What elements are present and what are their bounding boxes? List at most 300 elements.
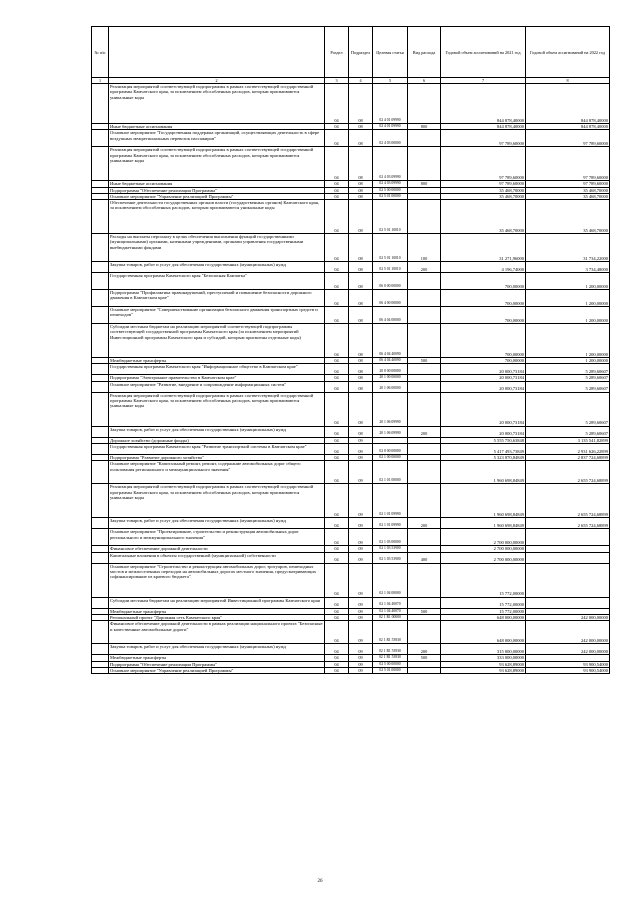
row-target-code: 20 1 06 09990 — [373, 426, 408, 437]
header-exp-type: Вид расхода — [408, 27, 441, 78]
row-name: Подпрограмма "Электронное правительство в Камчатском крае" — [109, 375, 325, 381]
row-sum-2022: 93 900,54000 — [526, 667, 610, 673]
row-razdel: 04 — [325, 661, 349, 667]
row-target-code: 02 4 01 09990 — [373, 124, 408, 130]
row-expense-type: 100 — [408, 234, 441, 262]
row-name: Основное мероприятие "Управление реализацией Программы" — [109, 193, 325, 199]
row-target-code: 02 1 R1 53930 — [373, 621, 408, 644]
row-razdel: 04 — [325, 552, 349, 563]
header-razdel: Раздел — [325, 27, 349, 78]
row-expense-type: 200 — [408, 426, 441, 437]
row-sum-2021: 35 468,70000 — [441, 187, 526, 193]
row-expense-type — [408, 84, 441, 124]
row-sum-2021: 97 789,60000 — [441, 147, 526, 181]
row-name: Реализация мероприятий соответствующей подпрограммы в рамках соответствующей государственной программы Камчатского края, за исключением обособленных расходов, которым присваиваются уникальные коды — [109, 84, 325, 124]
row-razdel: 04 — [325, 484, 349, 518]
row-sum-2021: 700,00000 — [441, 324, 526, 358]
row-target-code: 02 4 01 09990 — [373, 84, 408, 124]
table-row — [92, 426, 610, 437]
table-row — [92, 518, 610, 529]
row-expense-type — [408, 290, 441, 307]
row-podrazdel: 09 — [349, 552, 373, 563]
row-number — [92, 563, 109, 597]
row-podrazdel: 08 — [349, 358, 373, 364]
row-sum-2021: 648 000,00000 — [441, 621, 526, 644]
row-expense-type — [408, 307, 441, 324]
row-target-code: 02 5 01 10010 — [373, 200, 408, 234]
row-podrazdel: 09 — [349, 484, 373, 518]
row-number — [92, 234, 109, 262]
row-sum-2022: 5 289,60607 — [526, 364, 610, 375]
row-target-code: 06 4 04 40090 — [373, 358, 408, 364]
row-target-code: 02 5 01 10010 — [373, 234, 408, 262]
row-sum-2022: 844 878,40000 — [526, 84, 610, 124]
row-sum-2021: 1 960 698,84849 — [441, 484, 526, 518]
row-name: Региональный проект "Дорожная сеть Камчатского края" — [109, 614, 325, 620]
row-name: Основное мероприятие "Строительство и реконструкция автомобильных дорог, тротуаров, пешеходных мостов и межпоселенных переходов на автомобильных дорогах местного значения, предусматривающих софинансирование из краевого бюджета" — [109, 563, 325, 597]
row-razdel: 04 — [325, 529, 349, 546]
header-row — [92, 27, 610, 78]
row-razdel: 04 — [325, 84, 349, 124]
row-podrazdel: 09 — [349, 644, 373, 655]
row-name: Закупка товаров, работ и услуг для обеспечения государственных (муниципальных) нужд — [109, 262, 325, 273]
row-target-code: 02 5 01 00000 — [373, 667, 408, 673]
column-number: 8 — [526, 78, 610, 84]
table-row — [92, 621, 610, 644]
budget-page — [91, 26, 609, 674]
row-sum-2021: 15 772,00000 — [441, 563, 526, 597]
row-sum-2021: 20 000,73184 — [441, 364, 526, 375]
row-target-code: 02 1 01 09990 — [373, 484, 408, 518]
row-target-code: 02 1 01 09990 — [373, 518, 408, 529]
row-sum-2021: 648 000,00000 — [441, 614, 526, 620]
row-sum-2021: 15 772,00000 — [441, 597, 526, 608]
row-razdel: 04 — [325, 621, 349, 644]
row-sum-2021: 93 628,89000 — [441, 661, 526, 667]
table-row — [92, 644, 610, 655]
table-row — [92, 324, 610, 358]
row-name: Основное мероприятие "Государственная поддержка организаций, осуществляющих деятельность в сфере воздушных межрегиональных перевозок пассажиров" — [109, 130, 325, 147]
row-razdel: 04 — [325, 324, 349, 358]
row-sum-2022: 1 200,00000 — [526, 290, 610, 307]
row-podrazdel: 09 — [349, 461, 373, 484]
row-expense-type: 400 — [408, 552, 441, 563]
row-sum-2021: 93 628,89000 — [441, 667, 526, 673]
row-expense-type: 200 — [408, 262, 441, 273]
row-podrazdel: 09 — [349, 608, 373, 614]
row-sum-2021: 844 878,40000 — [441, 84, 526, 124]
table-row — [92, 234, 610, 262]
row-razdel: 04 — [325, 444, 349, 455]
row-expense-type: 800 — [408, 124, 441, 130]
row-target-code: 02 5 01 00000 — [373, 193, 408, 199]
column-number: 6 — [408, 78, 441, 84]
row-podrazdel: 08 — [349, 426, 373, 437]
table-row — [92, 273, 610, 290]
row-sum-2022: 97 789,60000 — [526, 181, 610, 187]
row-razdel: 04 — [325, 546, 349, 552]
row-razdel: 04 — [325, 461, 349, 484]
row-podrazdel: 08 — [349, 381, 373, 392]
row-podrazdel: 08 — [349, 324, 373, 358]
row-target-code: 02 1 03 00000 — [373, 529, 408, 546]
row-podrazdel: 08 — [349, 193, 373, 199]
row-sum-2022: 35 468,70000 — [526, 200, 610, 234]
row-target-code: 02 1 01 00000 — [373, 461, 408, 484]
header-name — [109, 27, 325, 78]
row-sum-2022: 1 200,00000 — [526, 273, 610, 290]
table-row — [92, 381, 610, 392]
row-expense-type: 800 — [408, 181, 441, 187]
row-sum-2022: 93 900,54000 — [526, 661, 610, 667]
row-sum-2022: 1 200,00000 — [526, 324, 610, 358]
row-target-code: 06 4 04 00000 — [373, 307, 408, 324]
row-sum-2022: 3 734,48000 — [526, 262, 610, 273]
row-target-code: 02 1 00 00000 — [373, 455, 408, 461]
row-target-code: 02 1 04 40070 — [373, 597, 408, 608]
row-sum-2021: 20 000,73184 — [441, 392, 526, 426]
table-row — [92, 667, 610, 673]
row-name: Субсидии местным бюджетам на реализацию мероприятий Инвестиционной программы Камчатского края — [109, 597, 325, 608]
row-number — [92, 484, 109, 518]
row-sum-2022: 2 931 626,22899 — [526, 444, 610, 455]
row-number — [92, 130, 109, 147]
column-number: 1 — [92, 78, 109, 84]
row-sum-2021: 20 000,73184 — [441, 381, 526, 392]
row-expense-type — [408, 130, 441, 147]
row-podrazdel: 09 — [349, 518, 373, 529]
row-podrazdel: 09 — [349, 529, 373, 546]
table-row — [92, 484, 610, 518]
row-target-code: 20 1 00 00000 — [373, 375, 408, 381]
row-razdel: 04 — [325, 364, 349, 375]
row-razdel: 04 — [325, 608, 349, 614]
row-podrazdel: 08 — [349, 290, 373, 307]
row-name: Государственная программа Камчатского края "Безопасная Камчатка" — [109, 273, 325, 290]
row-razdel: 04 — [325, 290, 349, 307]
row-number — [92, 552, 109, 563]
row-target-code: 02 5 00 00000 — [373, 187, 408, 193]
row-number — [92, 147, 109, 181]
row-sum-2021: 1 960 698,84849 — [441, 461, 526, 484]
row-number — [92, 529, 109, 546]
row-razdel: 04 — [325, 234, 349, 262]
row-sum-2022 — [526, 597, 610, 608]
row-razdel: 04 — [325, 262, 349, 273]
header-sum-2021: Годовой объем ассигнований на 2021 год — [441, 27, 526, 78]
row-expense-type: 500 — [408, 608, 441, 614]
row-razdel: 04 — [325, 147, 349, 181]
row-expense-type — [408, 484, 441, 518]
row-expense-type: 200 — [408, 644, 441, 655]
row-podrazdel: 09 — [349, 655, 373, 661]
row-sum-2022: 2 655 724,68899 — [526, 518, 610, 529]
row-sum-2022 — [526, 529, 610, 546]
header-num: № п/п — [92, 27, 109, 78]
row-number — [92, 262, 109, 273]
row-razdel: 04 — [325, 358, 349, 364]
row-razdel: 04 — [325, 200, 349, 234]
row-sum-2022: 35 468,70000 — [526, 193, 610, 199]
row-expense-type — [408, 667, 441, 673]
row-target-code: 06 4 04 40090 — [373, 324, 408, 358]
page-number: 26 — [317, 879, 323, 884]
table-row — [92, 290, 610, 307]
row-number — [92, 324, 109, 358]
row-name: Закупка товаров, работ и услуг для обеспечения государственных (муниципальных) нужд — [109, 426, 325, 437]
row-razdel: 04 — [325, 426, 349, 437]
row-sum-2021: 97 789,60000 — [441, 130, 526, 147]
row-expense-type — [408, 461, 441, 484]
row-podrazdel: 08 — [349, 273, 373, 290]
row-razdel: 04 — [325, 187, 349, 193]
row-podrazdel: 08 — [349, 392, 373, 426]
row-number — [92, 84, 109, 124]
row-number — [92, 290, 109, 307]
row-sum-2021: 31 271,96000 — [441, 234, 526, 262]
row-name: Обеспечение деятельности государственных органов власти (государственных органов) Камчатского края, за исключением обособленных расходов, которым присваиваются уникальные коды — [109, 200, 325, 234]
row-expense-type — [408, 324, 441, 358]
row-podrazdel: 08 — [349, 147, 373, 181]
column-number: 3 — [325, 78, 349, 84]
row-razdel: 04 — [325, 563, 349, 597]
row-sum-2022: 35 468,70000 — [526, 187, 610, 193]
table-row — [92, 364, 610, 375]
row-name: Подпрограмма "Развитие дорожного хозяйства" — [109, 455, 325, 461]
row-target-code: 02 1 R1 53930 — [373, 655, 408, 661]
table-row — [92, 307, 610, 324]
row-target-code: 02 0 00 00000 — [373, 444, 408, 455]
row-sum-2022: 31 734,22000 — [526, 234, 610, 262]
column-number: 2 — [109, 78, 325, 84]
row-name: Основное мероприятие "Совершенствование организации безопасного движения транспортных средств и пешеходов" — [109, 307, 325, 324]
row-target-code: 02 1 R1 00000 — [373, 614, 408, 620]
row-sum-2021: 5 417 493,73849 — [441, 444, 526, 455]
row-podrazdel: 08 — [349, 234, 373, 262]
row-expense-type — [408, 273, 441, 290]
row-sum-2022: 2 655 724,68899 — [526, 484, 610, 518]
row-name: Капитальные вложения в объекты государственной (муниципальной) собственности — [109, 552, 325, 563]
row-podrazdel: 09 — [349, 621, 373, 644]
row-sum-2021: 700,00000 — [441, 358, 526, 364]
row-name: Реализация мероприятий соответствующей подпрограммы в рамках соответствующей государственной программы Камчатского края, за исключением обособленных расходов, которым присваиваются уникальные коды — [109, 484, 325, 518]
row-expense-type: 200 — [408, 518, 441, 529]
row-target-code: 02 1 04 00000 — [373, 563, 408, 597]
row-name: Дорожное хозяйство (дорожные фонды) — [109, 437, 325, 443]
table-row — [92, 444, 610, 455]
row-podrazdel: 08 — [349, 130, 373, 147]
row-expense-type — [408, 621, 441, 644]
row-sum-2022: 2 837 724,68899 — [526, 455, 610, 461]
column-number: 5 — [373, 78, 408, 84]
row-target-code: 06 4 00 00000 — [373, 290, 408, 307]
row-number — [92, 381, 109, 392]
row-number — [92, 597, 109, 608]
row-podrazdel: 09 — [349, 437, 373, 443]
row-expense-type — [408, 200, 441, 234]
row-sum-2021: 97 789,60000 — [441, 181, 526, 187]
row-name: Реализация мероприятий соответствующей подпрограммы в рамках соответствующей государственной программы Камчатского края, за исключением обособленных расходов, которым присваиваются уникальные коды — [109, 147, 325, 181]
table-row — [92, 262, 610, 273]
row-razdel: 04 — [325, 130, 349, 147]
row-name: Подпрограмма "Обеспечение реализации Программы" — [109, 187, 325, 193]
row-podrazdel: 08 — [349, 181, 373, 187]
row-sum-2021: 2 700 000,00000 — [441, 552, 526, 563]
table-row — [92, 597, 610, 608]
budget-table — [91, 26, 610, 674]
row-name: Основное мероприятие "Развитие, внедрение и сопровождение информационных систем" — [109, 381, 325, 392]
row-number — [92, 392, 109, 426]
row-sum-2021: 5 323 870,84849 — [441, 455, 526, 461]
row-sum-2021: 315 000,00000 — [441, 644, 526, 655]
table-row — [92, 130, 610, 147]
row-sum-2022: 242 000,00000 — [526, 621, 610, 644]
header-podrazdel: Подраздел — [349, 27, 373, 78]
row-podrazdel: 08 — [349, 200, 373, 234]
row-name: Основное мероприятие "Управление реализацией Программы" — [109, 667, 325, 673]
row-expense-type — [408, 381, 441, 392]
row-podrazdel: 09 — [349, 546, 373, 552]
row-razdel: 04 — [325, 381, 349, 392]
row-podrazdel: 09 — [349, 661, 373, 667]
row-sum-2022: 3 135 541,82899 — [526, 437, 610, 443]
row-razdel: 04 — [325, 124, 349, 130]
row-razdel: 04 — [325, 437, 349, 443]
row-expense-type — [408, 563, 441, 597]
row-razdel: 04 — [325, 644, 349, 655]
row-expense-type: 500 — [408, 655, 441, 661]
row-target-code: 02 4 03 09990 — [373, 147, 408, 181]
row-sum-2021: 700,00000 — [441, 273, 526, 290]
row-sum-2022: 1 200,00000 — [526, 307, 610, 324]
row-podrazdel: 09 — [349, 444, 373, 455]
row-name: Основное мероприятие "Проектирование, строительство и реконструкция автомобильных дорог регионального и межмуниципального значения" — [109, 529, 325, 546]
row-target-code: 02 1 03 53900 — [373, 552, 408, 563]
row-sum-2021: 20 000,73184 — [441, 375, 526, 381]
row-name: Реализация мероприятий соответствующей подпрограммы в рамках соответствующей государственной программы Камчатского края, за исключением обособленных расходов, которым присваиваются уникальные коды — [109, 392, 325, 426]
row-name: Подпрограмма "Обеспечение реализации Программы" — [109, 661, 325, 667]
row-sum-2022: 5 289,60607 — [526, 392, 610, 426]
row-expense-type — [408, 392, 441, 426]
row-podrazdel: 08 — [349, 84, 373, 124]
row-razdel: 04 — [325, 597, 349, 608]
row-podrazdel: 09 — [349, 597, 373, 608]
row-name: Закупка товаров, работ и услуг для обеспечения государственных (муниципальных) нужд — [109, 644, 325, 655]
row-target-code: 02 4 03 09990 — [373, 181, 408, 187]
row-number — [92, 461, 109, 484]
row-number — [92, 644, 109, 655]
table-row — [92, 200, 610, 234]
row-name: Закупка товаров, работ и услуг для обеспечения государственных (муниципальных) нужд — [109, 518, 325, 529]
table-row — [92, 552, 610, 563]
table-row — [92, 84, 610, 124]
row-target-code: 20 1 06 09990 — [373, 392, 408, 426]
row-sum-2022: 5 289,60607 — [526, 426, 610, 437]
row-podrazdel: 08 — [349, 307, 373, 324]
row-razdel: 04 — [325, 667, 349, 673]
row-name: Государственная программа Камчатского края "Информационное общество в Камчатском крае" — [109, 364, 325, 375]
row-razdel: 04 — [325, 193, 349, 199]
table-row — [92, 461, 610, 484]
table-row — [92, 563, 610, 597]
row-podrazdel: 08 — [349, 262, 373, 273]
row-podrazdel: 09 — [349, 455, 373, 461]
column-number: 7 — [441, 78, 526, 84]
row-target-code: 06 0 00 00000 — [373, 273, 408, 290]
row-podrazdel: 08 — [349, 187, 373, 193]
row-razdel: 04 — [325, 392, 349, 426]
row-name: Основное мероприятие "Капитальный ремонт, ремонт, содержание автомобильных дорог общего пользования регионального и межмуниципального значения" — [109, 461, 325, 484]
row-number — [92, 426, 109, 437]
row-razdel: 04 — [325, 307, 349, 324]
row-sum-2021: 333 000,00000 — [441, 655, 526, 661]
row-razdel: 04 — [325, 614, 349, 620]
row-target-code: 02 1 04 40070 — [373, 608, 408, 614]
row-podrazdel: 08 — [349, 364, 373, 375]
row-name: Подпрограмма "Профилактика правонарушений, преступлений и повышение безопасности дорожного движения в Камчатском крае" — [109, 290, 325, 307]
column-number: 4 — [349, 78, 373, 84]
row-razdel: 04 — [325, 455, 349, 461]
row-target-code: 20 0 00 00000 — [373, 364, 408, 375]
table-row — [92, 392, 610, 426]
table-row — [92, 529, 610, 546]
row-target-code: 02 5 00 00000 — [373, 661, 408, 667]
row-sum-2022: 97 789,60000 — [526, 130, 610, 147]
row-number — [92, 364, 109, 375]
row-sum-2021: 2 700 000,00000 — [441, 546, 526, 552]
row-sum-2021: 4 196,74000 — [441, 262, 526, 273]
row-sum-2022: 5 289,60607 — [526, 375, 610, 381]
row-expense-type — [408, 444, 441, 455]
row-name: Иные бюджетные ассигнования — [109, 181, 325, 187]
row-sum-2021: 35 468,70000 — [441, 200, 526, 234]
row-sum-2021: 700,00000 — [441, 290, 526, 307]
row-name: Межбюджетные трансферты — [109, 608, 325, 614]
row-sum-2022: 844 878,40000 — [526, 124, 610, 130]
header-target: Целевая статья — [373, 27, 408, 78]
row-sum-2021: 15 772,00000 — [441, 608, 526, 614]
row-podrazdel: 09 — [349, 563, 373, 597]
row-sum-2022: 1 200,00000 — [526, 358, 610, 364]
row-number — [92, 518, 109, 529]
row-expense-type — [408, 597, 441, 608]
row-sum-2022 — [526, 552, 610, 563]
row-sum-2021: 844 878,40000 — [441, 124, 526, 130]
row-number — [92, 667, 109, 673]
row-podrazdel: 08 — [349, 375, 373, 381]
row-razdel: 04 — [325, 273, 349, 290]
row-sum-2022: 5 289,60607 — [526, 381, 610, 392]
row-target-code: 02 4 03 00000 — [373, 130, 408, 147]
row-name: Субсидии местным бюджетам на реализацию мероприятий соответствующей подпрограммы соответствующей государственной программы Камчатского края (за исключением мероприятий Инвестиционной программы Камчатского края и субсидий, которым присвоены отдельные коды) — [109, 324, 325, 358]
row-name: Государственная программа Камчатского края "Развитие транспортной системы в Камчатском крае" — [109, 444, 325, 455]
row-target-code: 02 5 01 10010 — [373, 262, 408, 273]
row-expense-type — [408, 364, 441, 375]
row-razdel: 04 — [325, 375, 349, 381]
row-name: Расходы на выплаты персоналу в целях обеспечения выполнения функций государственными (муниципальными) органами, казенными учреждениями, органами управления государственными внебюджетными фондами — [109, 234, 325, 262]
row-razdel: 04 — [325, 181, 349, 187]
row-expense-type: 500 — [408, 358, 441, 364]
row-name: Межбюджетные трансферты — [109, 358, 325, 364]
row-sum-2022: 97 789,60000 — [526, 147, 610, 181]
row-target-code: 02 1 R1 53930 — [373, 644, 408, 655]
row-sum-2022 — [526, 563, 610, 597]
row-number — [92, 200, 109, 234]
row-sum-2021: 1 960 698,84849 — [441, 518, 526, 529]
row-sum-2021: 2 700 000,00000 — [441, 529, 526, 546]
row-razdel: 04 — [325, 655, 349, 661]
row-number — [92, 307, 109, 324]
